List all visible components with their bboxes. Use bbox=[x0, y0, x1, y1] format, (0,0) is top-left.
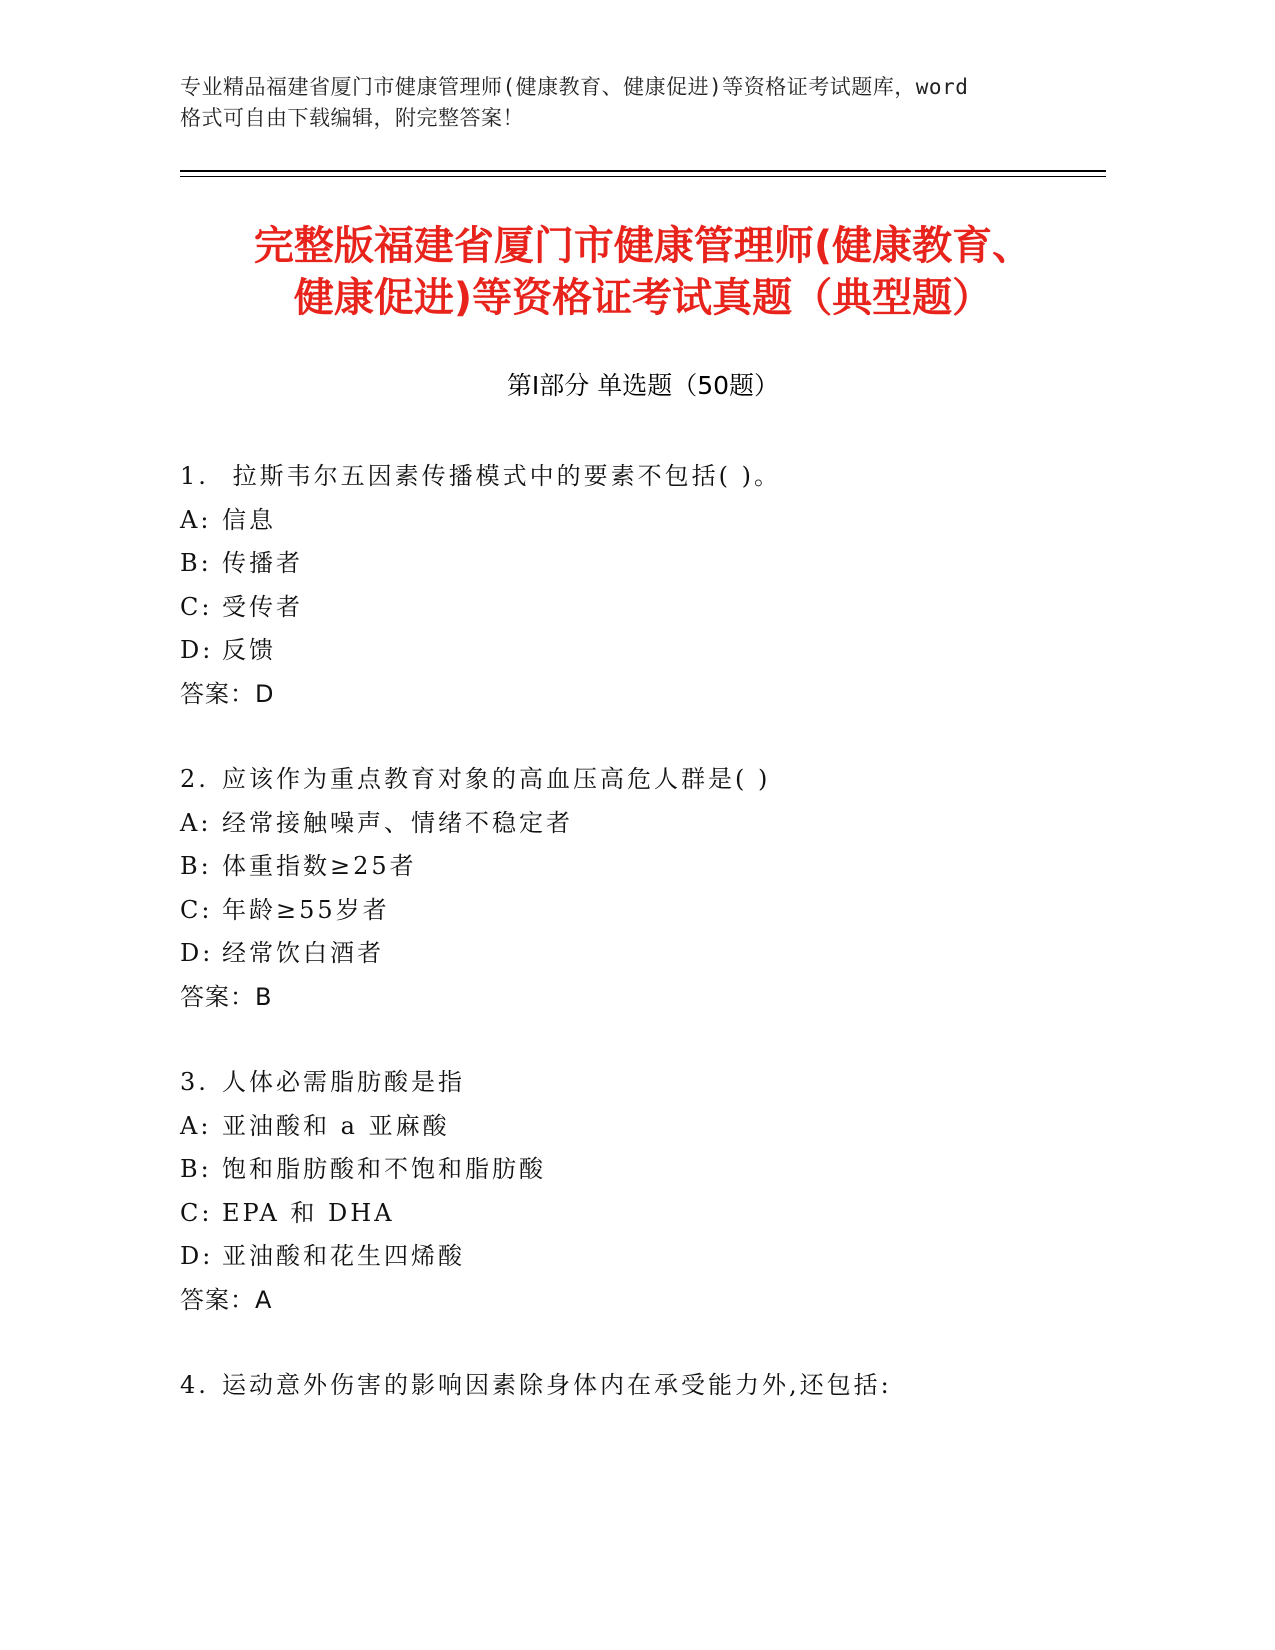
option-c bbox=[180, 586, 1106, 630]
option-letter: C: bbox=[180, 592, 213, 621]
question-text: 应该作为重点教育对象的高血压高危人群是( ) bbox=[222, 765, 771, 793]
document-title-line2: 健康促进)等资格证考试真题（典型题） bbox=[293, 275, 993, 321]
document-title-line1: 完整版福建省厦门市健康管理师(健康教育、 bbox=[253, 223, 1033, 269]
option-letter: C: bbox=[180, 895, 213, 924]
option-text: 亚油酸和 a 亚麻酸 bbox=[222, 1111, 450, 1140]
option-text: 经常饮白酒者 bbox=[222, 939, 384, 967]
question-text: 拉斯韦尔五因素传播模式中的要素不包括( )。 bbox=[222, 462, 781, 490]
option-a bbox=[180, 499, 1106, 543]
question-number: 2. bbox=[180, 765, 209, 793]
option-text: 受传者 bbox=[222, 592, 303, 621]
option-d bbox=[180, 629, 1106, 673]
header-note-line1: 专业精品福建省厦门市健康管理师(健康教育、健康促进)等资格证考试题库，word bbox=[180, 75, 969, 99]
document-title bbox=[180, 220, 1106, 324]
answer-line: 答案：B bbox=[180, 982, 273, 1011]
option-d bbox=[180, 1235, 1106, 1279]
question-1 bbox=[180, 455, 1106, 716]
question-number: 3. bbox=[180, 1068, 209, 1096]
answer-line: 答案：A bbox=[180, 1285, 273, 1314]
option-b bbox=[180, 845, 1106, 889]
option-a bbox=[180, 1105, 1106, 1149]
answer-line: 答案：D bbox=[180, 679, 275, 708]
option-b bbox=[180, 542, 1106, 586]
option-c bbox=[180, 1192, 1106, 1236]
question-4 bbox=[180, 1364, 1106, 1408]
question-number: 4. bbox=[180, 1371, 209, 1399]
question-stem bbox=[180, 1061, 1106, 1105]
option-a bbox=[180, 802, 1106, 846]
option-letter: D: bbox=[180, 939, 214, 967]
header-note bbox=[180, 72, 1090, 134]
section-title: 第Ⅰ部分 单选题（50题） bbox=[506, 371, 780, 400]
option-letter: B: bbox=[180, 549, 212, 577]
option-letter: D: bbox=[180, 1242, 214, 1270]
option-letter: B: bbox=[180, 852, 212, 880]
option-text: 反馈 bbox=[222, 636, 276, 664]
question-stem bbox=[180, 1364, 1106, 1408]
question-number: 1. bbox=[180, 462, 209, 490]
question-text: 人体必需脂肪酸是指 bbox=[222, 1068, 465, 1096]
option-text: 信息 bbox=[222, 505, 276, 534]
question-3 bbox=[180, 1061, 1106, 1322]
option-text: 年龄≥55岁者 bbox=[222, 895, 390, 924]
header-rule-thin bbox=[180, 176, 1106, 177]
option-text: 亚油酸和花生四烯酸 bbox=[222, 1242, 465, 1270]
option-letter: D: bbox=[180, 636, 214, 664]
option-letter: A: bbox=[180, 808, 212, 837]
question-text: 运动意外伤害的影响因素除身体内在承受能力外,还包括: bbox=[222, 1371, 892, 1399]
option-text: 传播者 bbox=[222, 549, 303, 577]
question-2 bbox=[180, 758, 1106, 1019]
option-text: 饱和脂肪酸和不饱和脂肪酸 bbox=[222, 1155, 546, 1183]
option-letter: A: bbox=[180, 1111, 212, 1140]
header-rule-thick bbox=[180, 170, 1106, 172]
option-b bbox=[180, 1148, 1106, 1192]
header-note-line2: 格式可自由下载编辑，附完整答案！ bbox=[180, 106, 524, 130]
question-list bbox=[180, 455, 1106, 1450]
option-c bbox=[180, 889, 1106, 933]
question-stem bbox=[180, 455, 1106, 499]
option-text: EPA 和 DHA bbox=[222, 1198, 395, 1227]
option-text: 经常接触噪声、情绪不稳定者 bbox=[222, 808, 573, 837]
option-d bbox=[180, 932, 1106, 976]
option-letter: B: bbox=[180, 1155, 212, 1183]
option-letter: A: bbox=[180, 505, 212, 534]
question-stem bbox=[180, 758, 1106, 802]
option-letter: C: bbox=[180, 1198, 213, 1227]
option-text: 体重指数≥25者 bbox=[222, 852, 417, 880]
